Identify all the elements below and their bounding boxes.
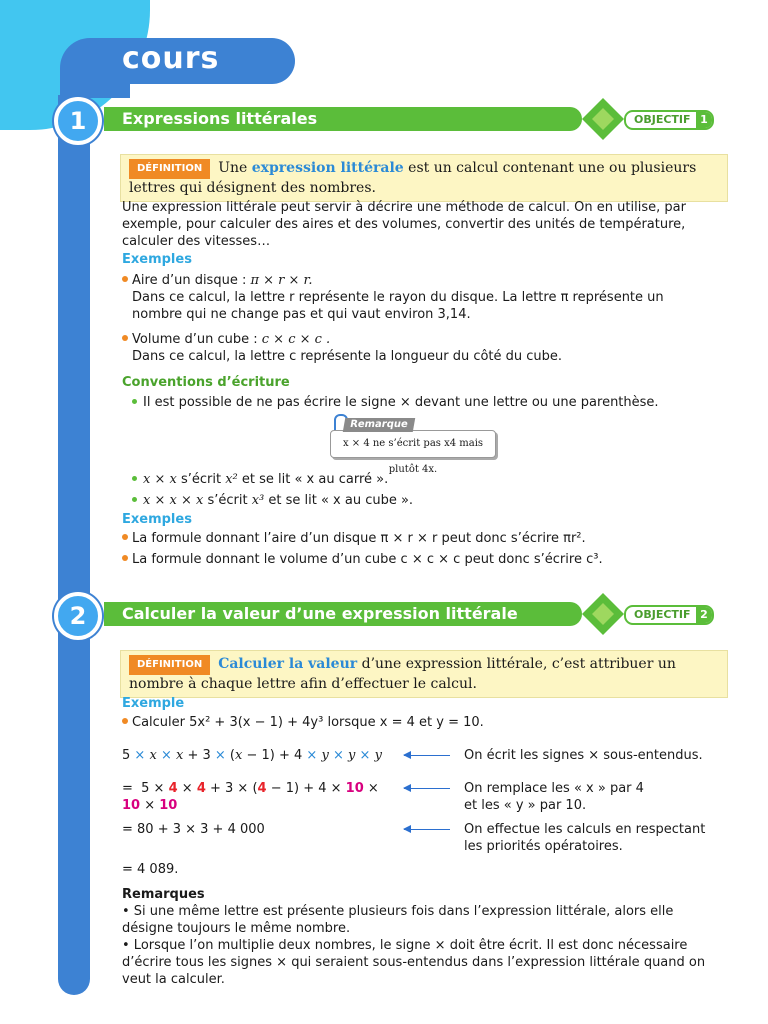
example-explanation: Dans ce calcul, la lettre c représente la longueur du côté du cube. [132,349,563,364]
objectif-badge-1 [624,110,714,130]
convention-end: et se lit « x au carré ». [237,472,389,487]
convention-mid: s’écrit [176,472,226,487]
step-2-note [464,780,714,814]
step-2-note-line-2: et les « y » par 10. [464,798,587,813]
example-text: La formule donnant l’aire d’un disque π × r × r peut donc s’écrire πr². [132,531,586,546]
example-label: Aire d’un disque : [132,273,251,288]
remark-box [330,430,496,475]
convention-end: et se lit « x au cube ». [264,493,414,508]
step-2-expression: = 5 × 4 × 4 + 3 × (4 − 1) + 4 × 10 × 10 × 10 [122,781,379,813]
section-number-1: 1 [54,97,102,145]
examples-heading-2: Exemples [122,512,192,527]
bullet-icon [122,555,128,561]
objectif-number: 2 [696,607,712,623]
definition-box-2 [120,650,728,698]
definition-text-post: d’une expression littérale, c’est attribuer un nombre à chaque lettre afin d’effectuer le calcul. [129,656,676,692]
remark-text: x × 4 ne s’écrit pas x4 mais plutôt 4x. [342,438,484,475]
step-1-expression: 5 × x × x + 3 × (x − 1) + 4 × y × y × y [122,748,382,763]
definition-tag: DÉFINITION [129,159,210,179]
diamond-icon [580,96,626,142]
objectif-label: OBJECTIF [634,113,691,126]
example-4 [122,551,710,568]
convention-3 [132,492,710,509]
bullet-icon [122,335,128,341]
section-number-2: 2 [54,592,102,640]
arrow-left-icon [404,829,450,830]
arrow-left-icon [404,755,450,756]
example-statement [122,714,710,731]
example-formula: c × c × c . [261,332,331,347]
step-1-note: On écrit les signes × sous-entendus. [464,748,703,763]
remark-2: • Lorsque l’on multiplie deux nombres, le signe × doit être écrit. Il est donc nécessaire d’écrire tous les signes × qui seraient sous-entendus dans l’expression littérale quand on veut la calculer. [122,938,706,987]
examples-heading: Exemples [122,252,192,267]
intro-paragraph: Une expression littérale peut servir à décrire une méthode de calcul. On en utilise, par exemple, pour calculer des aires et des volumes, convertir des unités de température, calculer des vitesses… [122,200,686,249]
bullet-icon [122,718,128,724]
example-heading: Exemple [122,696,185,711]
bullet-icon [122,276,128,282]
example-statement-text: Calculer 5x² + 3(x − 1) + 4y³ lorsque x = 4 et y = 10. [132,715,484,730]
section-title-1: Expressions littérales [104,107,582,131]
step-3-note-line-1: On effectue les calculs en respectant [464,822,706,837]
example-disque [122,272,710,323]
bullet-icon [132,497,137,502]
convention-mid: s’écrit [203,493,252,508]
step-2-note-line-1: On remplace les « x » par 4 [464,781,644,796]
definition-tag: DÉFINITION [129,655,210,675]
convention-text: Il est possible de ne pas écrire le signe × devant une lettre ou une parenthèse. [143,395,659,410]
convention-power: x² [225,472,238,487]
diamond-icon [580,591,626,637]
bullet-icon [132,399,137,404]
section-title-2: Calculer la valeur d’une expression littérale [104,602,582,626]
remark-tag: Remarque [343,418,415,432]
example-formula: π × r × r. [250,273,313,288]
step-3-expression: = 80 + 3 × 3 + 4 000 [122,822,265,837]
page-title: cours [122,41,220,76]
objectif-badge-2 [624,605,714,625]
definition-text-post: est un calcul contenant une ou plusieurs lettres qui désignent des nombres. [129,160,697,196]
remark-1: • Si une même lettre est présente plusieurs fois dans l’expression littérale, alors elle désigne toujours le même nombre. [122,904,674,936]
definition-box-1 [120,154,728,202]
conventions-heading: Conventions d’écriture [122,375,290,390]
example-explanation: Dans ce calcul, la lettre r représente le rayon du disque. La lettre π représente un nombre qui ne change pas et qui vaut environ 3,14. [132,290,664,322]
objectif-label: OBJECTIF [634,608,691,621]
definition-text-pre: Une [218,160,252,176]
objectif-number: 1 [696,112,712,128]
step-3-note [464,821,714,855]
arrow-left-icon [404,788,450,789]
convention-expr: x × x × x [143,493,204,508]
left-margin-bar [58,95,90,995]
step-3-note-line-2: les priorités opératoires. [464,839,623,854]
convention-power: x³ [251,493,265,508]
remarks-heading: Remarques [122,887,205,902]
convention-2 [132,471,710,488]
bullet-icon [132,476,137,481]
definition-term: expression littérale [251,160,404,176]
example-text: La formule donnant le volume d’un cube c × c × c peut donc s’écrire c³. [132,552,603,567]
example-label: Volume d’un cube : [132,332,262,347]
convention-expr: x × x [143,472,177,487]
example-3 [122,530,710,547]
definition-term: Calculer la valeur [218,656,358,672]
step-4-result: = 4 089. [122,862,179,877]
convention-1 [132,394,710,411]
bullet-icon [122,534,128,540]
example-cube [122,331,710,365]
